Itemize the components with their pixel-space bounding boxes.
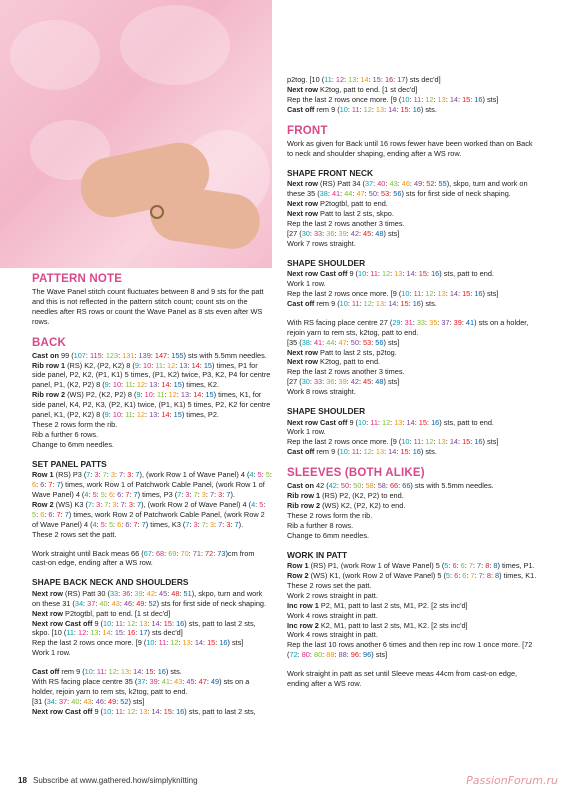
instruction-label: Inc row 2	[287, 620, 319, 630]
sleeves-instructions	[287, 481, 537, 540]
instruction-label: Next row	[287, 347, 319, 357]
instruction-line: Change to 6mm needles.	[32, 439, 115, 449]
instruction-line: Next row Cast off 9 (10: 11: 12: 13: 14: 15: 16) sts, patt to last 2 sts,	[32, 706, 256, 716]
instruction-line: Rib a further 8 rows.	[287, 520, 354, 530]
shape-front-neck-instructions	[287, 179, 537, 248]
instruction-line: [27 (30: 33: 36: 39: 42: 45: 48) sts]	[287, 228, 400, 238]
instruction-line: Next row (RS) Patt 34 (37: 40: 43: 46: 49: 52: 55), skpo, turn and work on these 35 (38: 41: 44: 47: 50: 53: 56) sts for first side of neck shaping.	[287, 179, 528, 199]
instruction-line: Rep the last 2 rows another 3 times.	[287, 367, 405, 377]
pattern-note-heading: PATTERN NOTE	[32, 273, 123, 285]
top-continuation	[287, 75, 537, 115]
instruction-line: Next row Patt to last 2 sts, p2tog.	[287, 347, 397, 357]
instruction-line: p2tog. [10 (11: 12: 13: 14: 15: 16: 17) sts dec'd]	[287, 75, 441, 84]
work-in-patt-heading: WORK IN PATT	[287, 549, 348, 560]
instruction-line: Work 1 row.	[287, 279, 326, 289]
instruction-line: Next row Cast off 9 (10: 11: 12: 13: 14: 15: 16) sts, patt to end.	[287, 417, 494, 427]
instruction-line: Change to 6mm needles.	[287, 530, 370, 540]
instruction-line: Work 1 row.	[32, 648, 71, 658]
instruction-line: Work straight until Back meas 66 (67: 68: 69: 70: 71: 72: 73)cm from cast-on edge, ending after a WS row.	[32, 548, 255, 568]
instruction-label: Rib row 1	[287, 491, 321, 501]
instruction-line: Next row (RS) Patt 30 (33: 36: 39: 42: 45: 48: 51), skpo, turn and work on these 31 (34: 37: 40: 43: 46: 49: 52) sts for first side of neck shaping.	[32, 588, 267, 608]
instruction-line: Next row Cast off 9 (10: 11: 12: 13: 14: 15: 16) sts, patt to last 2 sts, skpo. [10 (11: 12: 13: 14: 15: 16: 17) sts dec'd]	[32, 618, 256, 638]
instruction-label: Row 1	[287, 561, 309, 571]
instruction-line: Rib row 2 (WS) K2, (P2, K2) to end.	[287, 500, 406, 510]
instruction-line: Work 1 row.	[287, 427, 326, 437]
instruction-label: Next row Cast off	[287, 269, 348, 279]
instruction-line: Next row Cast off 9 (10: 11: 12: 13: 14: 15: 16) sts, patt to end.	[287, 269, 494, 279]
instruction-line: Cast off rem 9 (10: 11: 12: 13: 14: 15: 16) sts.	[32, 667, 182, 677]
instruction-line: Work 2 rows straight in patt.	[287, 590, 378, 600]
instruction-line: Work 7 rows straight.	[287, 238, 356, 248]
instruction-line: Rep the last 2 rows another 3 times.	[287, 218, 405, 228]
instruction-line: Next row P2togtbl, patt to end.	[287, 199, 388, 209]
set-panel-instructions	[32, 470, 272, 568]
spacer	[287, 309, 537, 318]
instruction-line: [31 (34: 37: 40: 43: 46: 49: 52) sts]	[32, 696, 145, 706]
instruction-line: Work 8 rows straight.	[287, 387, 356, 397]
shape-shoulder-instructions	[287, 269, 537, 397]
work-in-patt-instructions	[287, 561, 537, 689]
instruction-label: Rib row 2	[287, 500, 321, 510]
instruction-label: Cast off	[287, 298, 315, 308]
spacer	[287, 660, 537, 669]
instruction-line: [35 (38: 41: 44: 47: 50: 53: 56) sts]	[287, 337, 400, 347]
instruction-line: Rep the last 2 rows once more. [9 (10: 11: 12: 13: 14: 15: 16) sts]	[32, 638, 244, 648]
instruction-label: Inc row 1	[287, 600, 319, 610]
instruction-line: With RS facing place centre 27 (29: 31: 33: 35: 37: 39: 41) sts on a holder, rejoin yarn to rem sts, k2tog, patt to end.	[287, 317, 529, 337]
spacer	[32, 540, 272, 549]
instruction-line: Next row K2tog, patt to end.	[287, 357, 381, 367]
instruction-line: Work 4 rows straight in patt.	[287, 630, 378, 640]
instruction-line: These 2 rows set the patt.	[32, 529, 117, 539]
instruction-line: Rib a further 6 rows.	[32, 429, 99, 439]
instruction-line: These 2 rows form the rib.	[287, 510, 373, 520]
instruction-line: Inc row 1 P2, M1, patt to last 2 sts, M1, P2. [2 sts inc'd]	[287, 600, 468, 610]
front-instructions	[287, 139, 537, 159]
right-column-top	[287, 75, 537, 115]
instruction-line: [27 (30: 33: 36: 39: 42: 45: 48) sts]	[287, 377, 400, 387]
back-heading: BACK	[32, 336, 67, 349]
instruction-line: Row 1 (RS) P3 (7: 3: 7: 3: 7: 3: 7), (work Row 1 of Wave Panel) 4 (4: 5: 5: 6: 6: 7: 7) times, work Row 1 of Patchwork Cable Panel, (work Row 1 of Wave Panel) 4 (4: 5: 5: 6: 6: 7: 7) times, P3 (7: 3: 7: 3: 7: 3: 7).	[32, 470, 272, 499]
instruction-label: Next row Cast off	[287, 417, 348, 427]
sleeves-heading: SLEEVES (BOTH ALIKE)	[287, 467, 425, 480]
instruction-label: Next row	[287, 357, 319, 367]
left-column	[32, 272, 272, 717]
instruction-line: Work 4 rows straight in patt.	[287, 610, 378, 620]
instruction-line: With RS facing place centre 35 (37: 39: 41: 43: 45: 47: 49) sts on a holder, rejoin yarn to rem sts, k2tog, patt to end.	[32, 677, 250, 696]
instruction-line: Work as given for Back until 16 rows fewer have been worked than on Back to neck and shoulder shaping, ending after a WS row.	[287, 139, 533, 158]
instruction-line: Row 2 (WS) K1, (work Row 2 of Wave Panel) 5 (5: 6: 6: 7: 7: 8: 8) times, K1.	[287, 571, 537, 580]
instruction-label: Row 2	[32, 499, 54, 509]
instruction-label: Next row	[287, 209, 319, 219]
instruction-label: Next row Cast off	[32, 618, 93, 628]
instruction-line: Next row P2togtbl, patt to end. [1 st dec'd]	[32, 608, 171, 618]
instruction-line: These 2 rows set the patt.	[287, 580, 372, 590]
instruction-line: Rib row 2 (WS) P2, (K2, P2) 8 (9: 10: 11: 12: 13: 14: 15) times, K1, for side panel, K4, P2, K3, (P2, K1) twice, (P1, K1) 5 times, P2, K2 for centre panel, K1, (P2, K2) 8 (9: 10: 11: 12: 13: 14: 15) times, P2.	[32, 390, 271, 420]
instruction-line: Cast on 42 (42: 50: 50: 58: 58: 66: 66) sts with 5.5mm needles.	[287, 481, 494, 491]
pattern-note-text: The Wave Panel stitch count fluctuates between 8 and 9 sts for the patt and this is not reflected in the pattern stitch count; count sts on the needles after RS rows or count the Wave Panel as 8 sts even after WS rows.	[32, 287, 264, 326]
knitted-sweater-photo	[0, 0, 272, 268]
instruction-line: Rep the last 2 rows once more. [9 (10: 11: 12: 13: 14: 15: 16) sts]	[287, 288, 499, 298]
instruction-line: Rep the last 10 rows another 6 times and then rep inc row 1 once more. [72 (72: 80: 80: 88: 88: 96: 96) sts]	[287, 640, 533, 660]
instruction-line: Rep the last 2 rows once more. [9 (10: 11: 12: 13: 14: 15: 16) sts]	[287, 437, 499, 447]
shape-back-heading: SHAPE BACK NECK AND SHOULDERS	[32, 577, 189, 588]
instruction-label: Row 1	[32, 470, 54, 480]
instruction-label: Next row	[32, 608, 64, 618]
instruction-line: Next row K2tog, patt to end. [1 st dec'd]	[287, 84, 418, 94]
instruction-line: Work straight in patt as set until Sleeve meas 44cm from cast-on edge, ending after a WS row.	[287, 669, 518, 689]
right-column	[287, 124, 537, 689]
instruction-label: Rib row 2	[32, 390, 66, 400]
instruction-label: Row 2	[287, 571, 309, 580]
instruction-label: Cast off	[32, 667, 60, 677]
instruction-line: Cast off rem 9 (10: 11: 12: 13: 14: 15: 16) sts.	[287, 298, 437, 308]
instruction-label: Cast off	[287, 104, 315, 114]
shape-front-neck-heading: SHAPE FRONT NECK	[287, 167, 374, 178]
page-number: 18	[18, 776, 27, 785]
instruction-label: Next row Cast off	[32, 706, 93, 716]
shape-shoulder-heading-2: SHAPE SHOULDER	[287, 406, 366, 417]
instruction-line: Next row Patt to last 2 sts, skpo.	[287, 209, 394, 219]
back-instructions	[32, 351, 272, 450]
instruction-label: Rib row 1	[32, 360, 66, 370]
instruction-line: These 2 rows form the rib.	[32, 419, 118, 429]
watermark: PassionForum.ru	[466, 774, 558, 787]
spacer	[32, 658, 272, 667]
set-panel-heading: SET PANEL PATTS	[32, 458, 107, 469]
instruction-line: Row 1 (RS) P1, (work Row 1 of Wave Panel) 5 (5: 6: 6: 7: 7: 8: 8) times, P1.	[287, 561, 535, 571]
subscribe-link[interactable]: Subscribe at www.gathered.how/simplyknitting	[33, 776, 198, 785]
page-footer	[0, 776, 566, 800]
instruction-line: Rib row 1 (RS) P2, (K2, P2) to end.	[287, 491, 404, 501]
instruction-line: Row 2 (WS) K3 (7: 3: 7: 3: 7: 3: 7), (work Row 2 of Wave Panel) 4 (4: 5: 5: 6: 6: 7: 7) times, work Row 2 of Patchwork Cable Panel, (work Row 2 of Wave Panel) 4 (4: 5: 5: 6: 6: 7: 7) times, K3 (7: 3: 7: 3: 7: 3: 7).	[32, 499, 266, 529]
instruction-line: Cast off rem 9 (10: 11: 12: 13: 14: 15: 16) sts.	[287, 104, 437, 114]
instruction-label: Cast on	[287, 481, 314, 491]
instruction-line: Cast off rem 9 (10: 11: 12: 13: 14: 15: 16) sts.	[287, 447, 437, 457]
instruction-label: Next row	[32, 588, 64, 598]
shape-shoulder-instructions-2	[287, 418, 537, 458]
instruction-line: Rep the last 2 rows once more. [9 (10: 11: 12: 13: 14: 15: 16) sts]	[287, 94, 499, 104]
instruction-line: Cast on 99 (107: 115: 123: 131: 139: 147: 155) sts with 5.5mm needles.	[32, 350, 267, 360]
instruction-label: Cast off	[287, 447, 315, 457]
shape-back-instructions	[32, 589, 272, 717]
instruction-label: Next row	[287, 179, 319, 189]
instruction-label: Next row	[287, 84, 319, 94]
instruction-line: Rib row 1 (RS) K2, (P2, K2) 8 (9: 10: 11: 12: 13: 14: 15) times, P1 for side panel, P2, K2, (P1, K1) 5 times, (P1, K2) twice, P3, K2, P4 for centre panel, P1, (K2, P2) 8 (9: 10: 11: 12: 13: 14: 15) times, K2.	[32, 360, 271, 390]
instruction-label: Next row	[287, 199, 319, 209]
instruction-label: Cast on	[32, 350, 59, 360]
shape-shoulder-heading: SHAPE SHOULDER	[287, 257, 366, 268]
instruction-line: Inc row 2 K2, M1, patt to last 2 sts, M1, K2. [2 sts inc'd]	[287, 620, 468, 630]
front-heading: FRONT	[287, 125, 328, 137]
